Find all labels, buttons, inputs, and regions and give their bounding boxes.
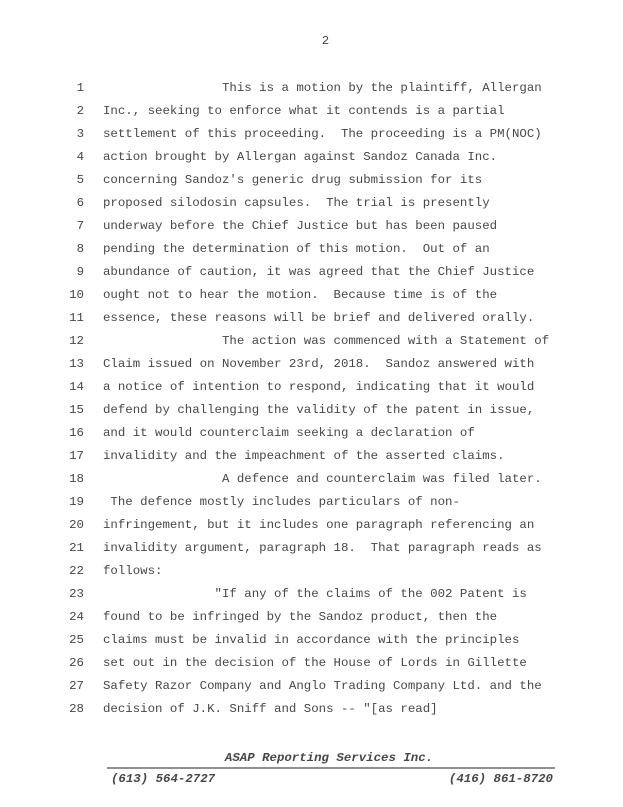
line-number: 18 <box>69 472 84 486</box>
line-text: set out in the decision of the House of Lords in Gillette <box>103 656 527 670</box>
transcript-line <box>0 399 623 422</box>
transcript-line <box>0 560 623 583</box>
line-text: essence, these reasons will be brief and delivered orally. <box>103 311 535 325</box>
line-number: 5 <box>76 173 84 187</box>
transcript-line <box>0 583 623 606</box>
transcript-line <box>0 675 623 698</box>
transcript-line <box>0 606 623 629</box>
transcript-line <box>0 353 623 376</box>
line-text: action brought by Allergan against Sandoz Canada Inc. <box>103 150 498 164</box>
transcript-line <box>0 422 623 445</box>
line-text: ought not to hear the motion. Because time is of the <box>103 288 498 302</box>
line-number: 11 <box>69 311 84 325</box>
line-text: underway before the Chief Justice but has been paused <box>103 219 498 233</box>
line-number: 13 <box>69 357 84 371</box>
transcript-line <box>0 284 623 307</box>
line-number: 27 <box>69 679 84 693</box>
line-number: 26 <box>69 656 84 670</box>
transcript-line <box>0 445 623 468</box>
transcript-line <box>0 491 623 514</box>
transcript-line <box>0 192 623 215</box>
footer-phone-ottawa: (613) 564-2727 <box>111 772 216 786</box>
transcript-line <box>0 376 623 399</box>
transcript-line <box>0 652 623 675</box>
line-text: follows: <box>103 564 163 578</box>
transcript-lines <box>0 77 623 721</box>
transcript-line <box>0 261 623 284</box>
line-text: and it would counterclaim seeking a declaration of <box>103 426 475 440</box>
line-number: 12 <box>69 334 84 348</box>
line-text: Inc., seeking to enforce what it contends is a partial <box>103 104 505 118</box>
line-text: "If any of the claims of the 002 Patent is <box>103 587 527 601</box>
line-number: 24 <box>69 610 84 624</box>
transcript-line <box>0 123 623 146</box>
line-text: This is a motion by the plaintiff, Allergan <box>103 81 542 95</box>
transcript-line <box>0 514 623 537</box>
line-text: The action was commenced with a Statement of <box>103 334 550 348</box>
transcript-line <box>0 537 623 560</box>
line-number: 21 <box>69 541 84 555</box>
footer-phones <box>111 768 553 791</box>
transcript-line <box>0 468 623 491</box>
transcript-line <box>0 629 623 652</box>
line-number: 6 <box>76 196 84 210</box>
line-text: concerning Sandoz's generic drug submission for its <box>103 173 483 187</box>
line-text: invalidity and the impeachment of the asserted claims. <box>103 449 505 463</box>
line-text: decision of J.K. Sniff and Sons -- "[as read] <box>103 702 438 716</box>
line-text: defend by challenging the validity of the patent in issue, <box>103 403 535 417</box>
line-text: settlement of this proceeding. The proceeding is a PM(NOC) <box>103 127 542 141</box>
line-number: 1 <box>76 81 84 95</box>
transcript-line <box>0 146 623 169</box>
line-text: abundance of caution, it was agreed that the Chief Justice <box>103 265 535 279</box>
line-text: Safety Razor Company and Anglo Trading Company Ltd. and the <box>103 679 542 693</box>
transcript-line <box>0 100 623 123</box>
line-text: invalidity argument, paragraph 18. That paragraph reads as <box>103 541 542 555</box>
line-text: The defence mostly includes particulars of non- <box>103 495 460 509</box>
line-text: pending the determination of this motion. Out of an <box>103 242 490 256</box>
footer-company-name: ASAP Reporting Services Inc. <box>224 751 434 765</box>
line-number: 3 <box>76 127 84 141</box>
line-number: 4 <box>76 150 84 164</box>
transcript-line <box>0 77 623 100</box>
line-text: found to be infringed by the Sandoz product, then the <box>103 610 498 624</box>
line-number: 19 <box>69 495 84 509</box>
transcript-line <box>0 330 623 353</box>
line-number: 25 <box>69 633 84 647</box>
line-text: proposed silodosin capsules. The trial is presently <box>103 196 490 210</box>
line-text: infringement, but it includes one paragraph referencing an <box>103 518 535 532</box>
line-number: 9 <box>76 265 84 279</box>
line-number: 2 <box>76 104 84 118</box>
transcript-line <box>0 698 623 721</box>
line-text: Claim issued on November 23rd, 2018. Sandoz answered with <box>103 357 535 371</box>
line-number: 16 <box>69 426 84 440</box>
line-number: 17 <box>69 449 84 463</box>
line-number: 28 <box>69 702 84 716</box>
line-number: 23 <box>69 587 84 601</box>
line-text: A defence and counterclaim was filed later. <box>103 472 542 486</box>
line-number: 7 <box>76 219 84 233</box>
footer-phone-toronto: (416) 861-8720 <box>448 772 553 786</box>
transcript-line <box>0 307 623 330</box>
page-number: 2 <box>321 34 330 48</box>
line-number: 14 <box>69 380 84 394</box>
line-number: 22 <box>69 564 84 578</box>
line-number: 8 <box>76 242 84 256</box>
line-text: a notice of intention to respond, indicating that it would <box>103 380 535 394</box>
transcript-line <box>0 169 623 192</box>
line-number: 20 <box>69 518 84 532</box>
line-text: claims must be invalid in accordance with the principles <box>103 633 520 647</box>
transcript-line <box>0 215 623 238</box>
transcript-line <box>0 238 623 261</box>
line-number: 15 <box>69 403 84 417</box>
line-number: 10 <box>69 288 84 302</box>
